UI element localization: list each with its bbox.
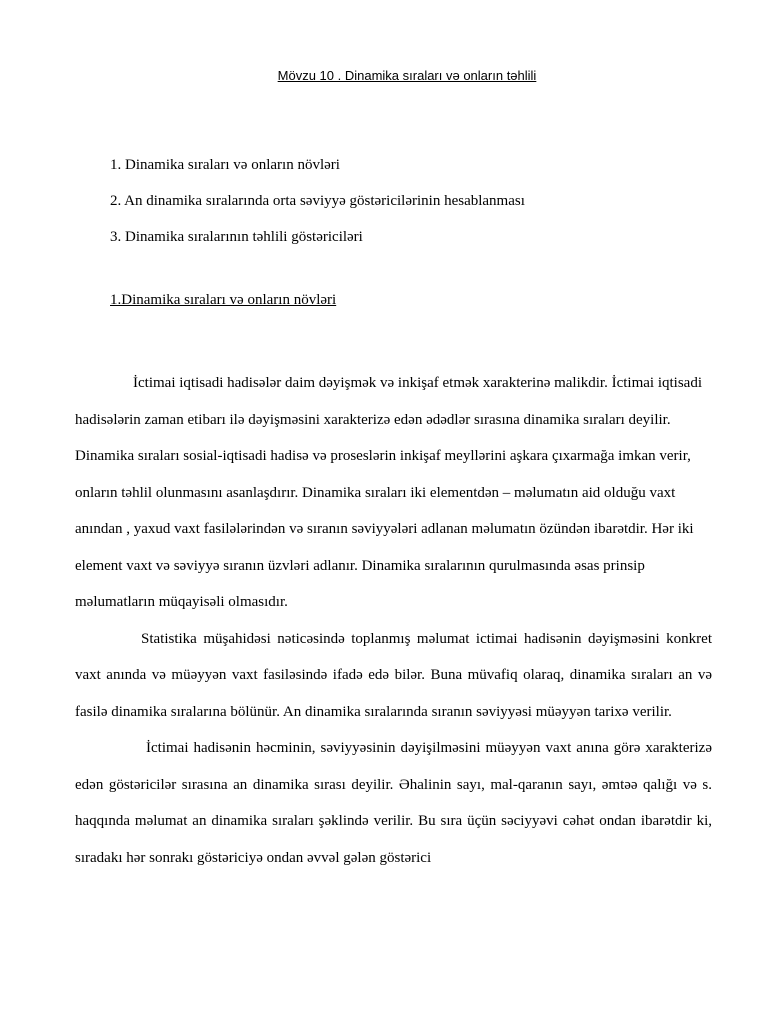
outline-item: 1. Dinamika sıraları və onların növləri bbox=[110, 157, 340, 173]
paragraph: İctimai iqtisadi hadisələr daim dəyişmək və inkişaf etmək xarakterinə malikdir. İctimai iqtisadi hadisələrin zaman etibarı ilə dəyişməsini xarakterizə edən ədədlər sırasına dinamika sıraları deyilir. Dinamika sıraları sosial-iqtisadi hadisə və proseslərin inkişaf meyllərini aşkara çıxarmağa imkan verir, onların təhlil olunmasını asanlaşdırır. Dinamika sıraları iki elementdən – məlumatın aid olduğu vaxt anından , yaxud vaxt fasilələrindən və sıranın səviyyələri adlanan məlumatın özündən ibarətdir. Hər iki element vaxt və səviyyə sıranın üzvləri adlanır. Dinamika sıralarının qurulmasında əsas prinsip məlumatların müqayisəli olmasıdır. bbox=[75, 375, 702, 610]
paragraph: Statistika müşahidəsi nəticəsində toplanmış məlumat ictimai hadisənin dəyişməsini konkret vaxt anında və müəyyən vaxt fasiləsində ifadə edə bilər. Buna müvafiq olaraq, dinamika sıraları an və fasilə dinamika sıralarına bölünür. An dinamika sıralarında sıranın səviyyəsi müəyyən tarixə verilir. bbox=[75, 630, 712, 720]
topic-outline bbox=[110, 147, 525, 255]
body-text bbox=[75, 365, 712, 876]
outline-item: 2. An dinamika sıralarında orta səviyyə göstəricilərinin hesablanması bbox=[110, 193, 525, 209]
document-title: Mövzu 10 . Dinamika sıraları və onların təhlili bbox=[277, 68, 537, 83]
outline-item: 3. Dinamika sıralarının təhlili göstəriciləri bbox=[110, 229, 363, 245]
paragraph: İctimai hadisənin həcminin, səviyyəsinin dəyişilməsini müəyyən vaxt anına görə xarakterizə edən göstəricilər sırasına an dinamika sırası deyilir. Əhalinin sayı, mal-qaranın sayı, əmtəə qalığı və s. haqqında məlumat an dinamika sıraları şəklində verilir. Bu sıra üçün səciyyəvi cəhət ondan ibarətdir ki, sıradakı hər sonrakı göstəriciyə ondan əvvəl gələn göstərici bbox=[75, 740, 712, 866]
section-heading: 1.Dinamika sıraları və onların növləri bbox=[110, 292, 337, 308]
